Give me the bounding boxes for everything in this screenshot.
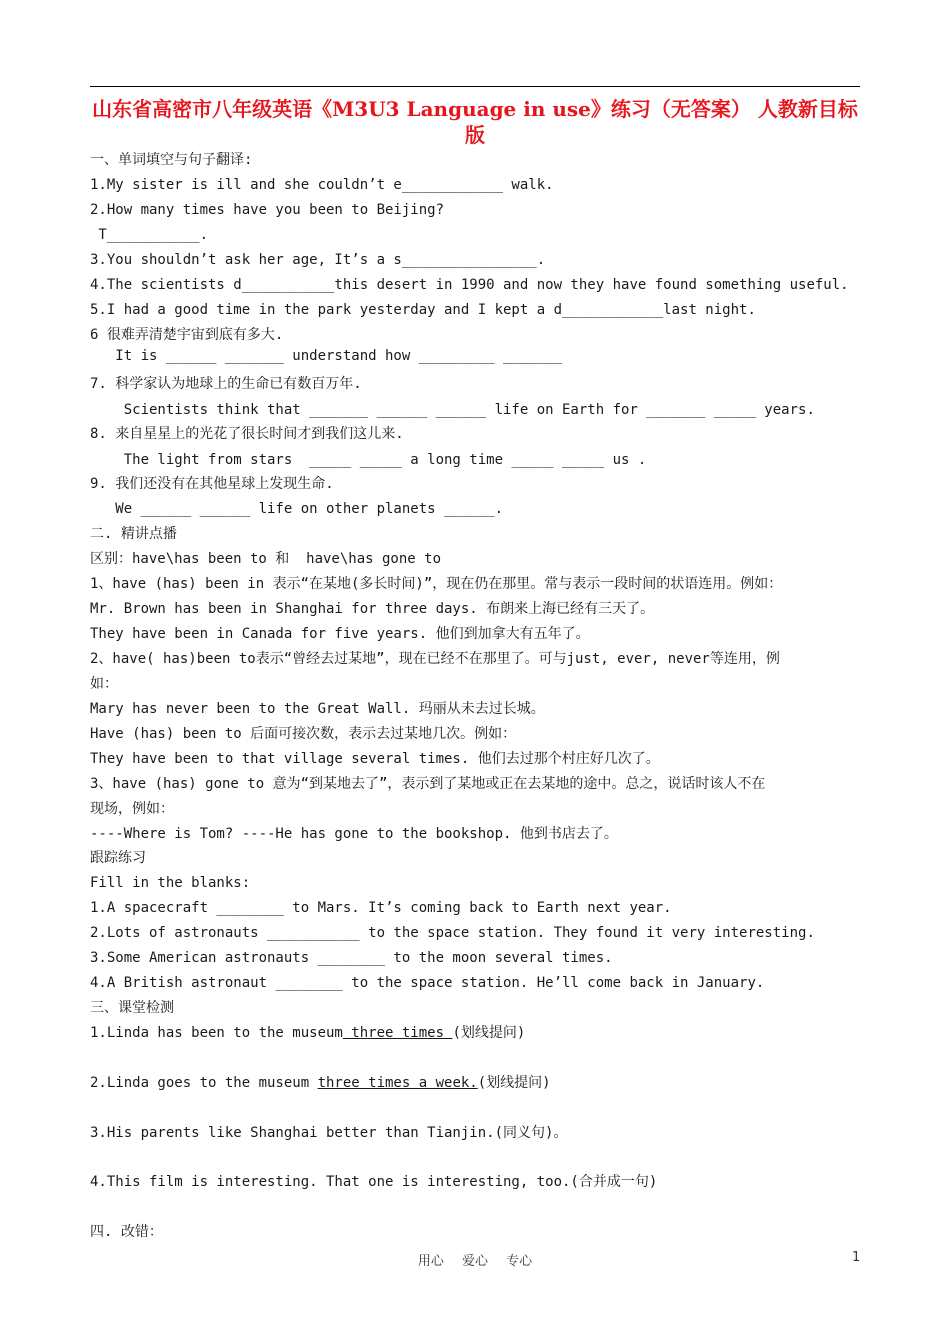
- check-question-1: 1.Linda has been to the museum three times (划线提问): [90, 1025, 526, 1041]
- exercise-line: 8. 来自星星上的光花了很长时间才到我们这儿来.: [90, 426, 404, 442]
- body-line: Have (has) been to 后面可接次数，表示去过某地几次。例如：: [90, 726, 517, 742]
- exercise-line: T___________.: [90, 227, 209, 243]
- body-line: 如：: [90, 676, 118, 692]
- practice-instruction: Fill in the blanks:: [90, 875, 251, 891]
- exercise-line: 4.The scientists d___________this desert in 1990 and now they have found something useful.: [90, 277, 849, 293]
- section-1-heading: 一、单词填空与句子翻译:: [90, 152, 253, 168]
- body-line: They have been to that village several times. 他们去过那个村庄好几次了。: [90, 751, 660, 767]
- body-line: 区别：have\has been to 和 have\has gone to: [90, 551, 442, 567]
- check-question-2: 2.Linda goes to the museum three times a week.(划线提问): [90, 1075, 551, 1091]
- exercise-line: The light from stars _____ _____ a long time _____ _____ us .: [90, 452, 647, 468]
- exercise-line: 3.You shouldn’t ask her age, It’s a s________________.: [90, 252, 546, 268]
- document-title: 山东省高密市八年级英语《M3U3 Language in use》练习（无答案） 人教新目标版: [92, 97, 858, 147]
- exercise-line: 7. 科学家认为地球上的生命已有数百万年.: [90, 376, 362, 392]
- header-rule: [90, 86, 860, 87]
- practice-line: 1.A spacecraft ________ to Mars. It’s coming back to Earth next year.: [90, 900, 672, 916]
- exercise-line: We ______ ______ life on other planets ______.: [90, 501, 504, 517]
- practice-line: 3.Some American astronauts ________ to the moon several times.: [90, 950, 613, 966]
- practice-line: 4.A British astronaut ________ to the space station. He’ll come back in January.: [90, 975, 765, 991]
- practice-heading: 跟踪练习: [90, 850, 146, 866]
- body-line: Mary has never been to the Great Wall. 玛丽从未去过长城。: [90, 701, 545, 717]
- section-4-heading: 四. 改错：: [90, 1224, 163, 1240]
- exercise-line: 6 很难弄清楚宇宙到底有多大.: [90, 327, 284, 343]
- body-line: They have been in Canada for five years. 他们到加拿大有五年了。: [90, 626, 590, 642]
- exercise-line: 1.My sister is ill and she couldn’t e____________ walk.: [90, 177, 554, 193]
- check-question-4: 4.This film is interesting. That one is interesting, too.(合并成一句): [90, 1174, 658, 1190]
- section-2-heading: 二. 精讲点播: [90, 526, 177, 542]
- exercise-line: It is ______ _______ understand how _________ _______: [90, 348, 563, 364]
- exercise-line: 9. 我们还没有在其他星球上发现生命.: [90, 476, 334, 492]
- body-line: Mr. Brown has been in Shanghai for three days. 布朗来上海已经有三天了。: [90, 601, 655, 617]
- exercise-line: Scientists think that _______ ______ ______ life on Earth for _______ _____ years.: [90, 402, 815, 418]
- body-line: 现场，例如：: [90, 801, 174, 817]
- body-line: ----Where is Tom? ----He has gone to the bookshop. 他到书店去了。: [90, 826, 618, 842]
- underlined-phrase: three times: [342, 1025, 453, 1041]
- page-number: 1: [852, 1250, 861, 1265]
- check-question-3: 3.His parents like Shanghai better than Tianjin.(同义句)。: [90, 1125, 568, 1141]
- exercise-line: 5.I had a good time in the park yesterday and I kept a d____________last night.: [90, 302, 756, 318]
- body-line: 2、have( has)been to表示“曾经去过某地”，现在已经不在那里了。可与just, ever, never等连用，例: [90, 651, 780, 667]
- body-line: 1、have (has) been in 表示“在某地(多长时间)”，现在仍在那里。常与表示一段时间的状语连用。例如：: [90, 576, 783, 592]
- page-footer: 用心 爱心 专心: [417, 1254, 533, 1269]
- practice-line: 2.Lots of astronauts ___________ to the space station. They found it very interesting.: [90, 925, 815, 941]
- underlined-phrase: three times a week.: [317, 1075, 478, 1091]
- section-3-heading: 三、课堂检测: [90, 1000, 174, 1016]
- exercise-line: 2.How many times have you been to Beijing?: [90, 202, 445, 218]
- body-line: 3、have (has) gone to 意为“到某地去了”，表示到了某地或正在去某地的途中。总之，说话时该人不在: [90, 776, 766, 792]
